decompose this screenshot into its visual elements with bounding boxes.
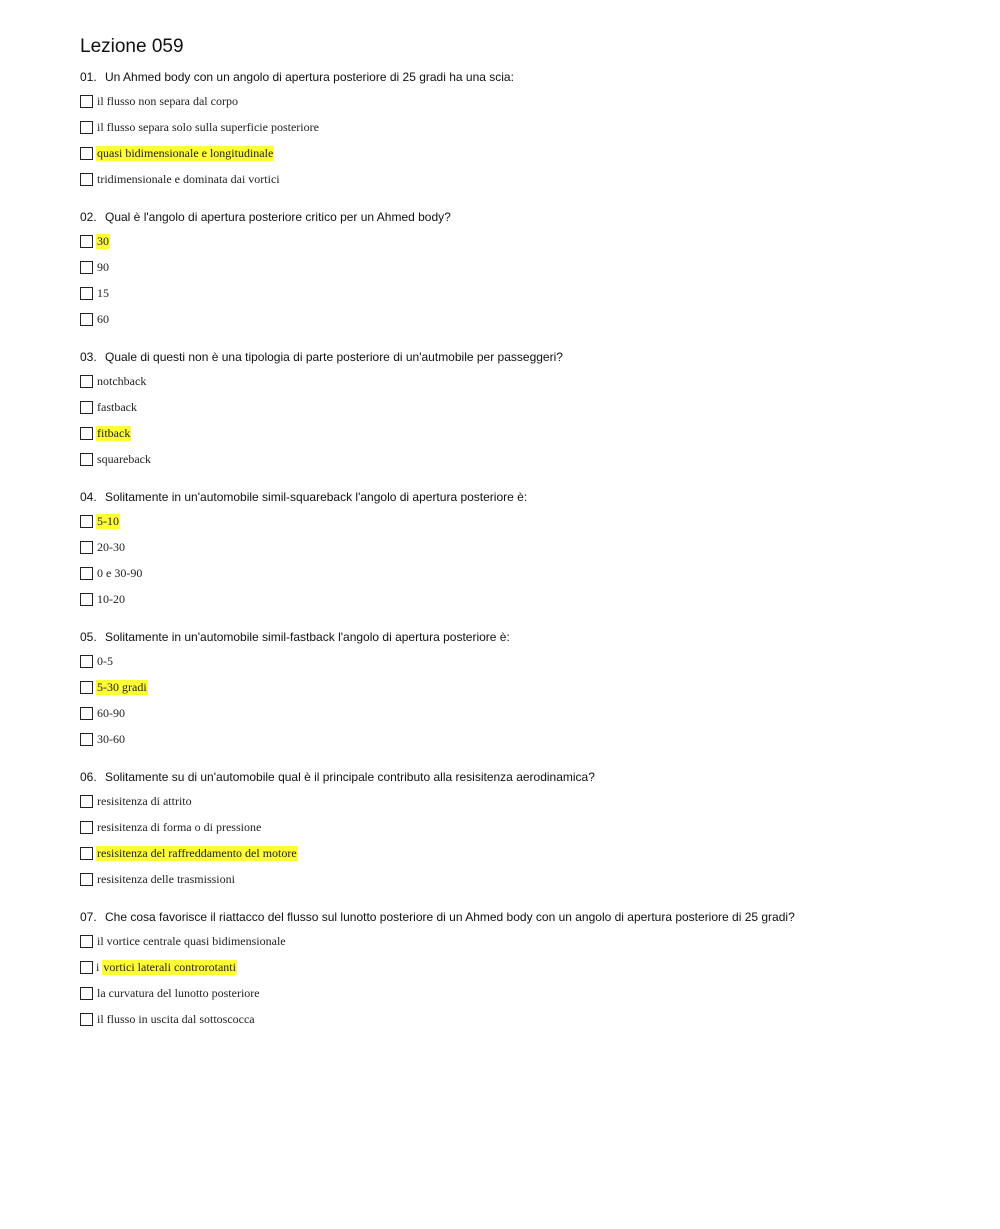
answer-checkbox[interactable]: [80, 287, 93, 300]
answer-checkbox[interactable]: [80, 873, 93, 886]
question-number: 07.: [80, 910, 97, 924]
answer-label: resisitenza delle trasmissioni: [97, 871, 235, 886]
answer-checkbox[interactable]: [80, 567, 93, 580]
answer-label: 10-20: [97, 591, 125, 606]
question-label: Un Ahmed body con un angolo di apertura posteriore di 25 gradi ha una scia:: [105, 70, 514, 84]
question-block: [80, 346, 960, 472]
question-label: Solitamente in un'automobile simil-squareback l'angolo di apertura posteriore è:: [105, 490, 528, 504]
question-label: Qual è l'angolo di apertura posteriore critico per un Ahmed body?: [105, 210, 451, 224]
answer-option: [80, 228, 960, 254]
question-block: [80, 486, 960, 612]
question-text: [80, 66, 960, 88]
answer-checkbox[interactable]: [80, 987, 93, 1000]
answer-checkbox[interactable]: [80, 961, 93, 974]
answer-option: [80, 114, 960, 140]
answer-option: [80, 140, 960, 166]
answer-checkbox[interactable]: [80, 375, 93, 388]
answer-label: il vortice centrale quasi bidimensionale: [97, 933, 286, 948]
answer-option: [80, 166, 960, 192]
answer-option: [80, 726, 960, 752]
question-number: 01.: [80, 70, 97, 84]
question-text: [80, 626, 960, 648]
answer-option: [80, 814, 960, 840]
answer-label-highlighted: vortici laterali controrotanti: [103, 959, 236, 974]
answer-label-highlighted: 5-10: [97, 513, 119, 528]
answer-option: [80, 866, 960, 892]
question-number: 05.: [80, 630, 97, 644]
answer-option: [80, 840, 960, 866]
answer-checkbox[interactable]: [80, 515, 93, 528]
question-text: [80, 906, 960, 928]
answer-checkbox[interactable]: [80, 795, 93, 808]
answer-label-highlighted: fitback: [97, 425, 131, 440]
answer-label-highlighted: 30: [97, 233, 109, 248]
answer-checkbox[interactable]: [80, 821, 93, 834]
page-title: Lezione 059: [80, 36, 184, 57]
answer-checkbox[interactable]: [80, 235, 93, 248]
question-number: 06.: [80, 770, 97, 784]
answer-option: [80, 368, 960, 394]
answer-option: [80, 648, 960, 674]
answer-label: fastback: [97, 399, 137, 414]
question-number: 04.: [80, 490, 97, 504]
question-list: [80, 66, 960, 1032]
answer-option: [80, 586, 960, 612]
answer-label: notchback: [97, 373, 147, 388]
answer-checkbox[interactable]: [80, 541, 93, 554]
answer-checkbox[interactable]: [80, 1013, 93, 1026]
answer-label: 0-5: [97, 653, 113, 668]
question-text: [80, 346, 960, 368]
answer-checkbox[interactable]: [80, 147, 93, 160]
answer-option: [80, 446, 960, 472]
answer-option: [80, 954, 960, 980]
question-label: Solitamente in un'automobile simil-fastback l'angolo di apertura posteriore è:: [105, 630, 510, 644]
question-text: [80, 206, 960, 228]
question-block: [80, 66, 960, 192]
answer-checkbox[interactable]: [80, 707, 93, 720]
answer-label: la curvatura del lunotto posteriore: [97, 985, 260, 1000]
answer-checkbox[interactable]: [80, 935, 93, 948]
question-label: Quale di questi non è una tipologia di parte posteriore di un'autmobile per passeggeri?: [105, 350, 563, 364]
answer-checkbox[interactable]: [80, 121, 93, 134]
quiz-page: [80, 34, 960, 1046]
answer-option: [80, 980, 960, 1006]
question-label: Solitamente su di un'automobile qual è il principale contributo alla resisitenza aerodinamica?: [105, 770, 595, 784]
answer-option: [80, 420, 960, 446]
answer-checkbox[interactable]: [80, 313, 93, 326]
question-block: [80, 206, 960, 332]
answer-checkbox[interactable]: [80, 173, 93, 186]
answer-label: il flusso separa solo sulla superficie posteriore: [97, 119, 319, 134]
answer-label: 20-30: [97, 539, 125, 554]
answer-checkbox[interactable]: [80, 655, 93, 668]
answer-label: 90: [97, 259, 109, 274]
answer-label: 60-90: [97, 705, 125, 720]
answer-label: resisitenza di forma o di pressione: [97, 819, 262, 834]
answer-label: squareback: [97, 451, 151, 466]
answer-option: [80, 560, 960, 586]
answer-option: [80, 674, 960, 700]
answer-option: [80, 700, 960, 726]
answer-checkbox[interactable]: [80, 261, 93, 274]
question-block: [80, 766, 960, 892]
question-text: [80, 486, 960, 508]
answer-label: tridimensionale e dominata dai vortici: [97, 171, 280, 186]
answer-checkbox[interactable]: [80, 401, 93, 414]
answer-checkbox[interactable]: [80, 593, 93, 606]
answer-checkbox[interactable]: [80, 453, 93, 466]
answer-option: [80, 788, 960, 814]
answer-label: 0 e 30-90: [97, 565, 143, 580]
answer-label-highlighted: resisitenza del raffreddamento del motore: [97, 845, 297, 860]
answer-option: [80, 394, 960, 420]
question-block: [80, 906, 960, 1032]
answer-checkbox[interactable]: [80, 681, 93, 694]
answer-checkbox[interactable]: [80, 733, 93, 746]
answer-option: [80, 534, 960, 560]
question-text: [80, 766, 960, 788]
question-number: 02.: [80, 210, 97, 224]
answer-label: resisitenza di attrito: [97, 793, 192, 808]
answer-checkbox[interactable]: [80, 427, 93, 440]
answer-label: 60: [97, 311, 109, 326]
answer-option: [80, 508, 960, 534]
answer-label-highlighted: 5-30 gradi: [97, 679, 147, 694]
answer-checkbox[interactable]: [80, 95, 93, 108]
answer-option: [80, 1006, 960, 1032]
answer-label: 15: [97, 285, 109, 300]
answer-label: 30-60: [97, 731, 125, 746]
answer-label-highlighted: quasi bidimensionale e longitudinale: [97, 145, 274, 160]
answer-option: [80, 254, 960, 280]
answer-checkbox[interactable]: [80, 847, 93, 860]
answer-option: [80, 928, 960, 954]
question-label: Che cosa favorisce il riattacco del flusso sul lunotto posteriore di un Ahmed body con un angolo di apertura posteriore di 25 gradi?: [105, 910, 795, 924]
question-number: 03.: [80, 350, 97, 364]
answer-prefix: i: [96, 959, 100, 974]
answer-label: il flusso in uscita dal sottoscocca: [97, 1011, 255, 1026]
answer-option: [80, 306, 960, 332]
answer-option: [80, 88, 960, 114]
question-block: [80, 626, 960, 752]
answer-option: [80, 280, 960, 306]
answer-label: il flusso non separa dal corpo: [97, 93, 238, 108]
